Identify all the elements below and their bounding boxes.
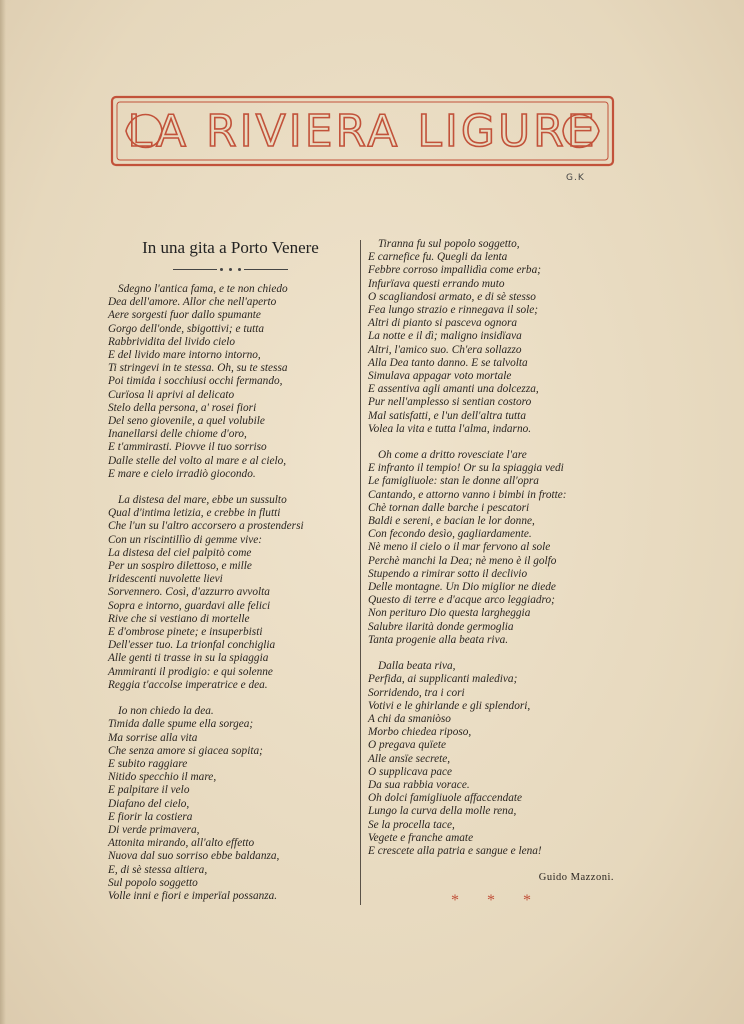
verse-line: E assentiva agli amanti una dolcezza,	[368, 383, 539, 396]
verse-line: Reggia t'accolse imperatrice e dea.	[108, 678, 268, 691]
verse-line: Baldi e sereni, e bacian le lor donne,	[368, 515, 535, 528]
verse-line: Rabbrividita del livido cielo	[108, 335, 236, 348]
title-ornament	[108, 263, 353, 275]
verse-line: Che senza amore si giacea sopita;	[108, 744, 263, 757]
verse-line: Febbre corroso impallidìa come erba;	[368, 264, 541, 277]
verse-line: Con un riscintillìo di gemme vive:	[108, 533, 263, 546]
verse-line: Simulava appagar voto mortale	[368, 370, 512, 383]
page-edge-shadow	[0, 0, 6, 1024]
verse-line: Morbo chiedea riposo,	[368, 726, 472, 739]
verse-line: Infurïava questi errando muto	[368, 277, 505, 290]
verse-line: A chi da smaniòso	[368, 712, 451, 725]
verse-line: E fiorir la costiera	[108, 810, 193, 823]
verse-line: E mare e cielo irradiò giocondo.	[108, 467, 256, 480]
stanza	[368, 238, 618, 436]
column-divider	[360, 240, 361, 905]
verse-line: Qual d'intima letizia, e crebbe in flutti	[108, 507, 281, 520]
verse-line: Delle montagne. Un Dio miglior ne diede	[368, 581, 556, 594]
verse-line: E infranto il tempio! Or su la spiaggia vedi	[368, 462, 564, 475]
verse-line: Chè tornan dalle barche i pescatori	[368, 501, 530, 514]
verse-line: Perfida, ai supplicanti malediva;	[368, 673, 518, 686]
left-stanzas	[108, 283, 353, 903]
verse-line: E crescete alla patria e sangue e lena!	[368, 844, 542, 857]
verse-line: O pregava quïete	[368, 739, 447, 752]
verse-line: Che l'un su l'altro accorsero a prostendersi	[108, 520, 304, 533]
verse-line: Da sua rabbia vorace.	[368, 778, 470, 791]
verse-line: Altri, l'amico suo. Ch'era sollazzo	[368, 343, 522, 356]
verse-line: Salubre ilarità donde germoglia	[368, 620, 514, 633]
poem-author: Guido Mazzoni.	[538, 872, 614, 884]
right-stanzas	[368, 238, 618, 858]
verse-line: Tanta progenie alla beata riva.	[368, 633, 509, 646]
verse-line: Sul popolo soggetto	[108, 876, 198, 889]
verse-line: Ti stringevi in te stessa. Oh, su te stessa	[108, 362, 288, 375]
verse-line: Sorvennero. Così, d'azzurro avvolta	[108, 586, 270, 599]
verse-line: Tiranna fu sul popolo soggetto,	[378, 238, 520, 250]
verse-line: La notte e il dì; maligno insidïava	[368, 330, 522, 343]
verse-line: Questo di terre e d'acque arco leggiadro;	[368, 594, 555, 607]
verse-line: Sorridendo, tra i cori	[368, 686, 465, 699]
stanza	[108, 283, 353, 481]
verse-line: Ma sorrise alla vita	[108, 731, 198, 744]
right-column	[368, 238, 618, 908]
verse-line: O supplicava pace	[368, 765, 453, 778]
verse-line: Nè meno il cielo o il mar fervono al sole	[368, 541, 551, 554]
verse-line: Perchè manchi la Dea; nè meno è il golfo	[368, 554, 557, 567]
verse-line: Gorgo dell'onde, sbigottivi; e tutta	[108, 322, 265, 335]
verse-line: Nitido specchio il mare,	[108, 771, 217, 784]
verse-line: Per un sospiro dilettoso, e mille	[108, 560, 252, 573]
verse-line: Oh dolci famigliuole affaccendate	[368, 792, 523, 805]
verse-line: Con fecondo desìo, gagliardamente.	[368, 528, 532, 541]
verse-line: Vegete e franche amate	[368, 831, 474, 844]
verse-line: E d'ombrose pinete; e insuperbisti	[108, 626, 263, 639]
verse-line: La distesa del ciel palpitò come	[108, 546, 252, 559]
verse-line: Lungo la curva della molle rena,	[368, 805, 517, 818]
poem-title: In una gita a Porto Venere	[142, 238, 319, 257]
verse-line: E carnefice fu. Quegli da lenta	[368, 251, 508, 264]
verse-line: Sdegno l'antica fama, e te non chiedo	[118, 283, 288, 295]
verse-line: Alle ansïe secrete,	[368, 752, 451, 765]
verse-line: Dalle stelle del volto al mare e al cielo,	[108, 454, 287, 467]
verse-line: Non perituro Dio questa largheggia	[368, 607, 531, 620]
verse-line: Cantando, e attorno vanno i bimbi in frotte:	[368, 488, 567, 501]
illustrator-signature: G.K	[566, 173, 585, 183]
verse-line: Io non chiedo la dea.	[118, 705, 214, 718]
verse-line: Di verde primavera,	[108, 823, 200, 836]
verse-line: Diafano del cielo,	[108, 797, 190, 810]
verse-line: E, di sè stessa altiera,	[108, 863, 208, 876]
stanza	[368, 449, 618, 647]
verse-line: E del livido mare intorno intorno,	[108, 349, 261, 362]
verse-line: Le famigliuole: stan le donne all'opra	[368, 475, 539, 488]
verse-line: Aere sorgesti fuor dallo spumante	[108, 309, 261, 322]
verse-line: Fea lungo strazio e rinnegava il sole;	[368, 304, 539, 317]
verse-line: Mal satisfatti, e l'un dell'altra tutta	[368, 409, 526, 422]
verse-line: E palpitare il velo	[108, 784, 190, 797]
verse-line: Curïosa li aprivi al delicato	[108, 388, 235, 401]
verse-line: O scagliandosi armato, e di sè stesso	[368, 290, 536, 303]
verse-line: Stelo della persona, a' rosei fiori	[108, 401, 257, 414]
verse-line: Alla Dea tanto danno. E se talvolta	[368, 356, 528, 369]
verse-line: Dalla beata riva,	[378, 660, 456, 673]
verse-line: Nuova dal suo sorriso ebbe baldanza,	[108, 850, 280, 863]
verse-line: Volea la vita e tutta l'alma, indarno.	[368, 422, 532, 435]
verse-line: Se la procella tace,	[368, 818, 455, 831]
verse-line: Timida dalle spume ella sorgea;	[108, 718, 254, 731]
verse-line: Poi timida i socchiusi occhi fermando,	[108, 375, 283, 388]
verse-line: Dea dell'amore. Allor che nell'aperto	[108, 296, 277, 309]
verse-line: Altri di pianto si pasceva ognora	[368, 317, 518, 330]
verse-line: Rive che si vestiano di mortelle	[108, 612, 250, 625]
verse-line: E t'ammirasti. Piovve il tuo sorriso	[108, 441, 267, 454]
masthead-title: LA RIVIERA LIGURE	[127, 105, 598, 157]
closing-ornament: * * *	[451, 892, 543, 910]
verse-line: Volle inni e fiori e imperïal possanza.	[108, 889, 278, 902]
verse-line: Votivi e le ghirlande e gli splendori,	[368, 699, 531, 712]
verse-line: Ammiranti il prodigio: e qui solenne	[108, 665, 273, 678]
stanza	[368, 660, 618, 858]
verse-line: Pur nell'amplesso si sentian costoro	[368, 396, 532, 409]
verse-line: Oh come a dritto rovesciate l'are	[378, 449, 527, 462]
verse-line: Alle genti ti trasse in su la spiaggia	[108, 652, 269, 665]
verse-line: Dell'esser tuo. La trionfal conchiglia	[108, 639, 276, 652]
verse-line: Attonita mirando, all'alto effetto	[108, 837, 255, 850]
verse-line: Del seno giovenile, a quel volubile	[108, 415, 265, 428]
masthead	[110, 95, 615, 167]
verse-line: Inanellarsi delle chiome d'oro,	[108, 428, 247, 441]
left-column	[108, 238, 353, 916]
verse-line: La distesa del mare, ebbe un sussulto	[118, 494, 287, 507]
verse-line: E subito raggiare	[108, 757, 188, 770]
stanza	[108, 705, 353, 903]
verse-line: Stupendo a rimirar sotto il declivio	[368, 567, 528, 580]
verse-line: Iridescenti nuvolette lievi	[108, 573, 223, 586]
verse-line: Sopra e intorno, guardavi alle felici	[108, 599, 271, 612]
stanza	[108, 494, 353, 692]
